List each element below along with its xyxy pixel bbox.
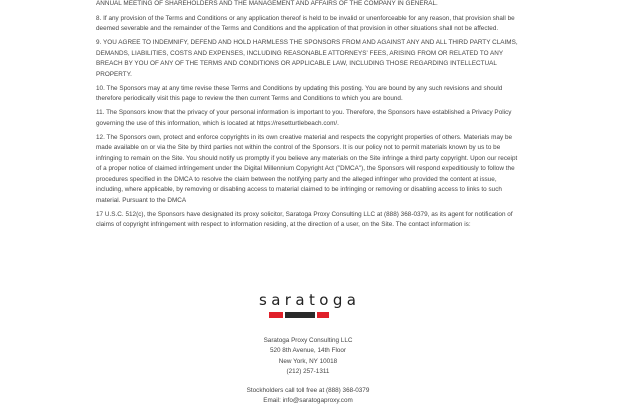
contact-street: 520 8th Avenue, 14th Floor: [269, 347, 347, 355]
terms-content: [96, 0, 518, 231]
saratoga-logo-wordmark: saratoga: [259, 291, 361, 309]
contact-phone: (212) 257-1311: [286, 368, 330, 376]
terms-paragraph-intro: ANNUAL MEETING OF SHAREHOLDERS AND THE MANAGEMENT AND AFFAIRS OF THE COMPANY IN GENERAL.: [96, 0, 438, 7]
contact-name: Saratoga Proxy Consulting LLC: [263, 337, 353, 344]
contact-spacer: [208, 378, 408, 386]
terms-paragraph-17: 17 U.S.C. 512(c), the Sponsors have designated its proxy solicitor, Saratoga Proxy Consulting LLC at (888) 368-0379, as its agent for notification of claims of copyright infringement with respect to information residing, at the direction of a user, on the Site. The contact information is:: [96, 210, 513, 229]
logo-bar-dark: [285, 312, 315, 318]
contact-email[interactable]: Email: info@saratogaproxy.com: [263, 397, 353, 405]
logo-bar-red-right: [317, 312, 329, 318]
contact-tollfree: Stockholders call toll free at (888) 368-0379: [246, 386, 370, 394]
terms-paragraph-11: 11. The Sponsors know that the privacy of your personal information is important to you. Therefore, the Sponsors have established a Privacy Policy governing the use of this information, which is located at https://resetturtlebeach.com/.: [96, 109, 512, 127]
contact-city: New York, NY 10018: [278, 357, 338, 365]
terms-paragraph-9: 9. YOU AGREE TO INDEMNIFY, DEFEND AND HOLD HARMLESS THE SPONSORS FROM AND AGAINST ANY AND ALL THIRD PARTY CLAIMS, DEMANDS, LIABILITIES, COSTS AND EXPENSES, INCLUDING REASONABLE ATTORNEYS' FEES, ARISING FROM OR RELATED TO ANY BREACH BY YOU OF ANY OF THE TERMS AND CONDITIONS OR APPLICABLE LAW, INCLUDING THOSE REGARDING INTELLECTUAL PROPERTY.: [96, 39, 518, 78]
terms-paragraph-12: 12. The Sponsors own, protect and enforce copyrights in its own creative material and respects the copyright properties of others. Materials may be made available on or via the Site by third parties not within the control of the Sponsors. It is our policy not to permit materials known by us to be infringing to remain on the Site. You should notify us promptly if you believe any materials on the Site infringe a third party copyright. Upon our receipt of a proper notice of claimed infringement under the Digital Millennium Copyright Act ("DMCA"), the Sponsors will respond expeditiously to follow the procedures specified in the DMCA to resolve the claim between the notifying party and the alleged infringer who provided the content at issue, including, where applicable, by removing or disabling access to material claimed to be infringing or removing or disabling access to links to such material. Pursuant to the DMCA: [96, 133, 518, 204]
contact-block: [208, 336, 408, 406]
logo-bar-red-left: [269, 312, 283, 318]
terms-paragraph-10: 10. The Sponsors may at any time revise these Terms and Conditions by updating this posting. You are bound by any such revisions and should therefore periodically visit this page to review the then current Terms and Conditions to which you are bound.: [96, 84, 503, 103]
terms-paragraph-8: 8. If any provision of the Terms and Conditions or any application thereof is held to be invalid or unenforceable for any reason, that provision shall be deemed severable and the remainder of the Terms and Conditions and the application of that provision in other situations shall not be affected.: [96, 14, 515, 32]
saratoga-logo: [255, 292, 359, 308]
